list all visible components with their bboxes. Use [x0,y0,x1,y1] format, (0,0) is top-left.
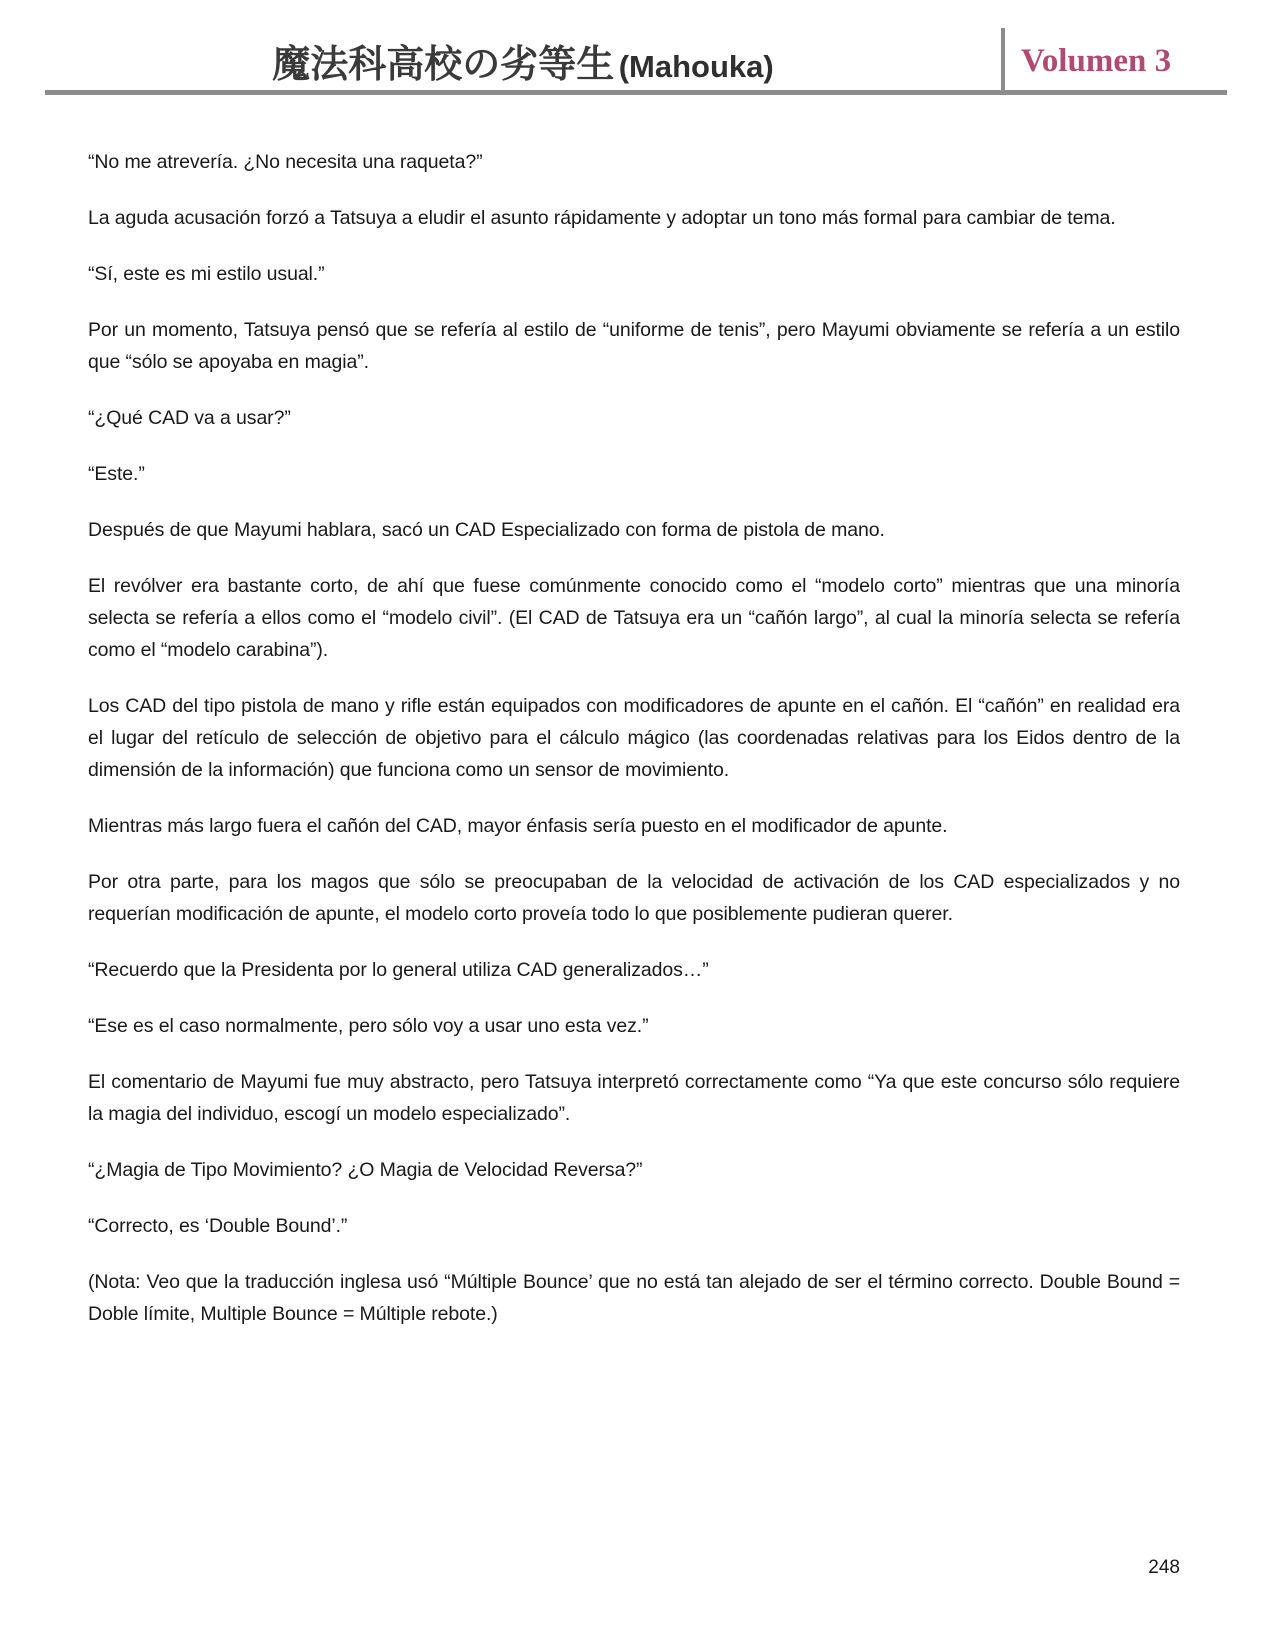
volume-label: Volumen 3 [1021,43,1172,79]
document-title-romaji: (Mahouka) [618,49,774,84]
paragraph: Por un momento, Tatsuya pensó que se refería al estilo de “uniforme de tenis”, pero Mayumi obviamente se refería a un estilo que “sólo se apoyaba en magia”. [88,319,1180,373]
paragraph: Mientras más largo fuera el cañón del CAD, mayor énfasis sería puesto en el modificador de apunte. [88,815,948,837]
header-rule [45,90,1227,95]
document-title [272,46,773,84]
paragraph: “¿Qué CAD va a usar?” [88,407,291,429]
page-header [45,0,1227,90]
paragraph: “¿Magia de Tipo Movimiento? ¿O Magia de Velocidad Reversa?” [88,1159,643,1181]
paragraph: Después de que Mayumi hablara, sacó un CAD Especializado con forma de pistola de mano. [88,519,885,541]
paragraph: “Sí, este es mi estilo usual.” [88,263,325,285]
paragraph: (Nota: Veo que la traducción inglesa usó “Múltiple Bounce’ que no está tan alejado de ser el término correcto. Double Bound = Doble límite, Multiple Bounce = Múltiple rebote.) [88,1271,1180,1325]
paragraph: “Recuerdo que la Presidenta por lo general utiliza CAD generalizados…” [88,959,709,981]
paragraph: La aguda acusación forzó a Tatsuya a eludir el asunto rápidamente y adoptar un tono más formal para cambiar de tema. [88,207,1116,229]
paragraph: El comentario de Mayumi fue muy abstracto, pero Tatsuya interpretó correctamente como “Ya que este concurso sólo requiere la magia del individuo, escogí un modelo especializado”. [88,1071,1180,1125]
document-body [88,146,1180,1354]
paragraph: “Este.” [88,463,145,485]
paragraph: Por otra parte, para los magos que sólo se preocupaban de la velocidad de activación de los CAD especializados y no requerían modificación de apunte, el modelo corto proveía todo lo que posiblemente pudieran querer. [88,871,1180,925]
document-title-japanese: 魔法科高校の劣等生 [272,44,615,86]
paragraph: “No me atrevería. ¿No necesita una raqueta?” [88,151,483,173]
header-title-area [45,0,1001,90]
paragraph: El revólver era bastante corto, de ahí que fuese comúnmente conocido como el “modelo corto” mientras que una minoría selecta se refería a ellos como el “modelo civil”. (El CAD de Tatsuya era un “cañón largo”, al cual la minoría selecta se refería como el “modelo carabina”). [88,575,1180,661]
page-number: 248 [1148,1557,1180,1578]
paragraph: Los CAD del tipo pistola de mano y rifle están equipados con modificadores de apunte en el cañón. El “cañón” en realidad era el lugar del retículo de selección de objetivo para el cálculo mágico (las coordenadas relativas para los Eidos dentro de la dimensión de la información) que funciona como un sensor de movimiento. [88,695,1180,781]
paragraph: “Correcto, es ‘Double Bound’.” [88,1215,348,1237]
header-volume-area [1005,0,1227,90]
paragraph: “Ese es el caso normalmente, pero sólo voy a usar uno esta vez.” [88,1015,649,1037]
